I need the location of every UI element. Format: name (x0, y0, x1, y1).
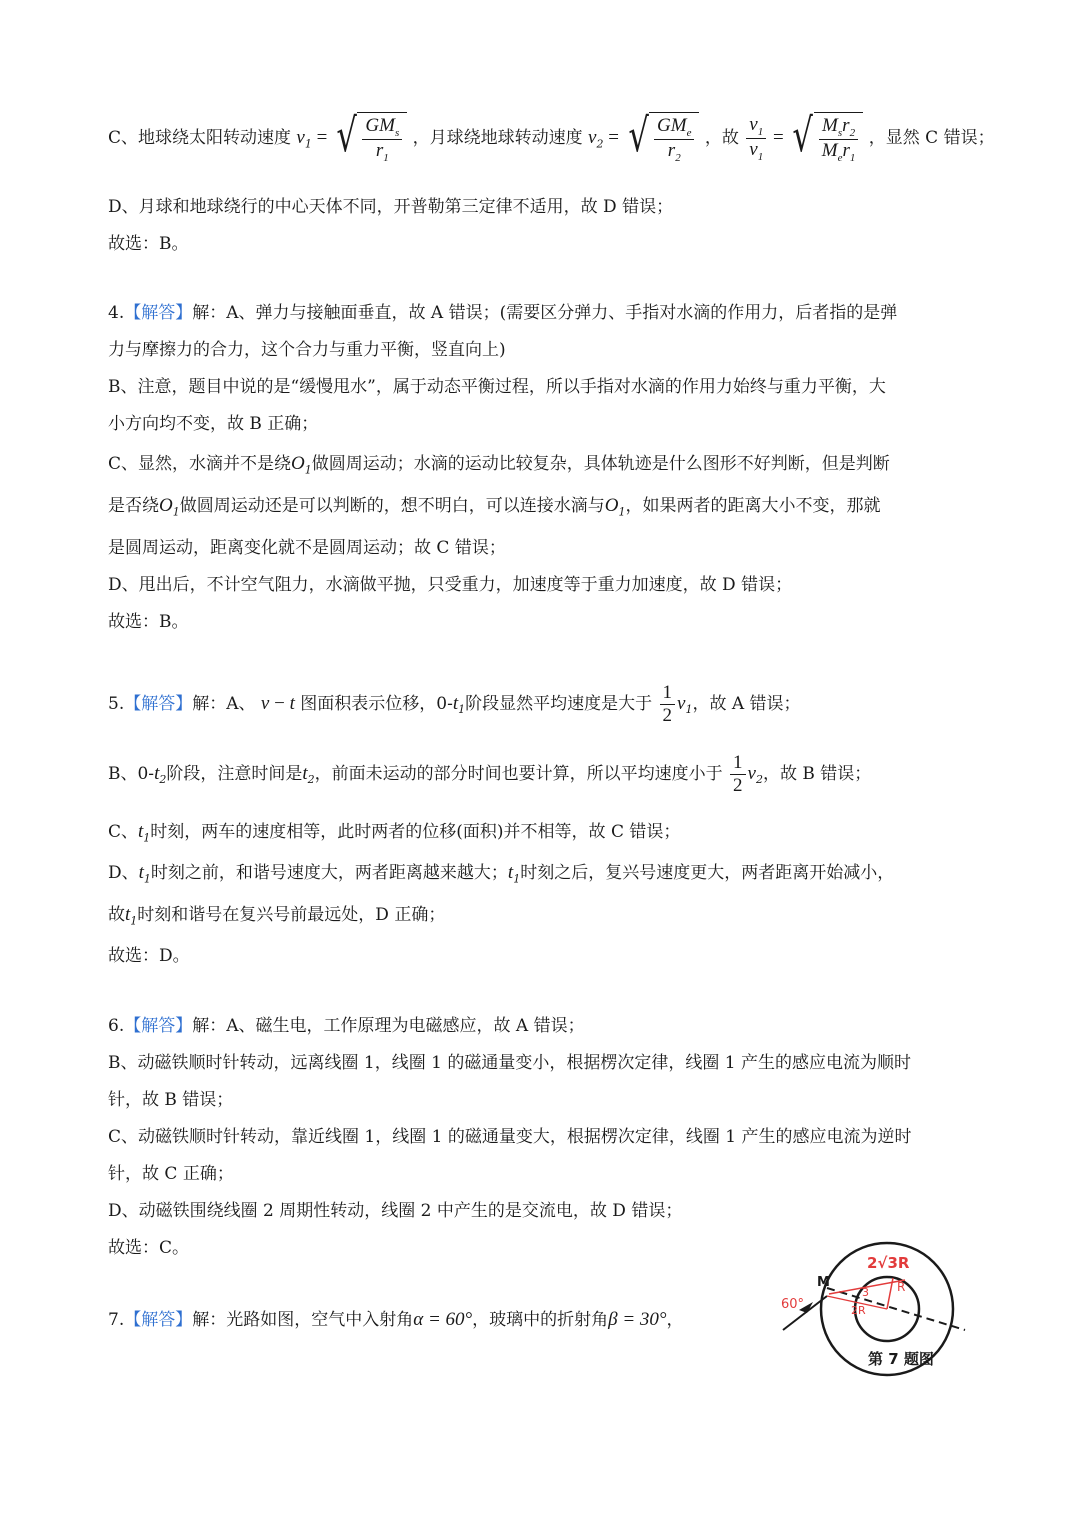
formula-v1: √ $\frac{GM_s}{r_1}$ (332, 112, 407, 165)
q6-line-4: C、动磁铁顺时针转动，靠近线圈 1，线圈 1 的磁通量变大，根据楞次定律，线圈 1 产生的感应电流为逆时 (108, 1127, 912, 1147)
q6-answer: 故选：C。 (108, 1238, 190, 1258)
label-m: M (817, 1275, 830, 1290)
q3-answer: 故选：B。 (108, 234, 189, 254)
q6-line-5: 针，故 C 正确； (108, 1164, 234, 1184)
q7-line-1: 7.【解答】解：光路如图，空气中入射角α = 60°，玻璃中的折射角β = 30°， (108, 1309, 684, 1330)
q4-line-3: B、注意，题目中说的是“缓慢甩水”，属于动态平衡过程，所以手指对水滴的作用力始终与重力平衡，大 (108, 377, 886, 397)
q4-line-7: 是圆周运动，距离变化就不是圆周运动；故 C 错误； (108, 538, 506, 558)
label-r1: R (897, 1280, 906, 1294)
q5-answer: 故选：D。 (108, 946, 190, 966)
q4-line-1: 4.【解答】解：A、弹力与接触面垂直，故 A 错误；(需要区分弹力、手指对水滴的作用力，后者指的是弹 (108, 303, 898, 323)
formula-v2: √ $\frac{GM_e}{r_2}$ (624, 112, 700, 165)
q4-line-2: 力与摩擦力的合力，这个合力与重力平衡，竖直向上) (108, 340, 506, 360)
q4-line-5: C、显然，水滴并不是绕$O_1$做圆周运动；水滴的运动比较复杂，具体轨迹是什么图形不好判断，但是判断 (108, 453, 890, 477)
answer-tag: 【解答】 (124, 1016, 193, 1036)
q5-line-e: 故$t_1$时刻和谐号在复兴号前最远处，D 正确； (108, 904, 446, 928)
label-angle: 60° (781, 1297, 805, 1312)
q4-line-6: 是否绕$O_1$做圆周运动还是可以判断的，想不明白，可以连接水滴与$O_1$，如果两者的距离大小不变，那就 (108, 495, 881, 519)
dashed-axis (827, 1288, 965, 1330)
q5-line-a: 5.【解答】解：A、 v − t 图面积表示位移，$0-t_1$阶段显然平均速度是大于 $\frac{1}{2}$ $v_1$，故 A 错误； (108, 682, 801, 726)
label-3: 3 (862, 1286, 869, 1299)
label-top: 2√3R (867, 1254, 910, 1272)
q5-line-d: D、$t_1$时刻之前，和谐号速度大，两者距离越来越大；$t_1$时刻之后，复兴号速度更大，两者距离开始减小， (108, 862, 895, 886)
answer-tag: 【解答】 (124, 1310, 193, 1330)
q5-line-b: B、$0-t_2$阶段，注意时间是$t_2$，前面未运动的部分时间也要计算，所以平均速度小于 $\frac{1}{2}$ $v_2$，故 B 错误； (108, 752, 872, 796)
q6-line-1: 6.【解答】解：A、磁生电，工作原理为电磁感应，故 A 错误； (108, 1016, 585, 1036)
q5-line-c: C、$t_1$时刻，两车的速度相等，此时两者的位移(面积)并不相等，故 C 错误； (108, 821, 681, 845)
q6-line-2: B、动磁铁顺时针转动，远离线圈 1，线圈 1 的磁通量变小，根据楞次定律，线圈 1 产生的感应电流为顺时 (108, 1053, 911, 1073)
q6-line-6: D、动磁铁围绕线圈 2 周期性转动，线圈 2 中产生的是交流电，故 D 错误； (108, 1201, 683, 1221)
formula-ratio: $\frac{v_1}{v_1}$ (746, 114, 766, 164)
answer-tag: 【解答】 (124, 693, 193, 714)
answer-tag: 【解答】 (124, 303, 193, 323)
figure-caption: 第 7 题图 (868, 1350, 934, 1368)
q6-line-3: 针，故 B 错误； (108, 1090, 234, 1110)
q4-line-8: D、甩出后，不计空气阻力，水滴做平抛，只受重力，加速度等于重力加速度，故 D 错误； (108, 575, 793, 595)
label-r2: 2R (851, 1304, 866, 1317)
q3-option-c: C、地球绕太阳转动速度 $v_1$ = √ $\frac{GM_s}{r_1}$ ，月球绕地球转动速度 $v_2$ = √ $\frac{GM_e}{r_2}$ ，故 $\frac{v_1}{v_1}$ = √ $\frac{M_sr_2}{M_er_1}$ ，显然 C 错误； (108, 108, 995, 165)
q4-answer: 故选：B。 (108, 612, 189, 632)
q4-line-4: 小方向均不变，故 B 正确； (108, 414, 319, 434)
q3-option-d: D、月球和地球绕行的中心天体不同，开普勒第三定律不适用，故 D 错误； (108, 197, 674, 217)
